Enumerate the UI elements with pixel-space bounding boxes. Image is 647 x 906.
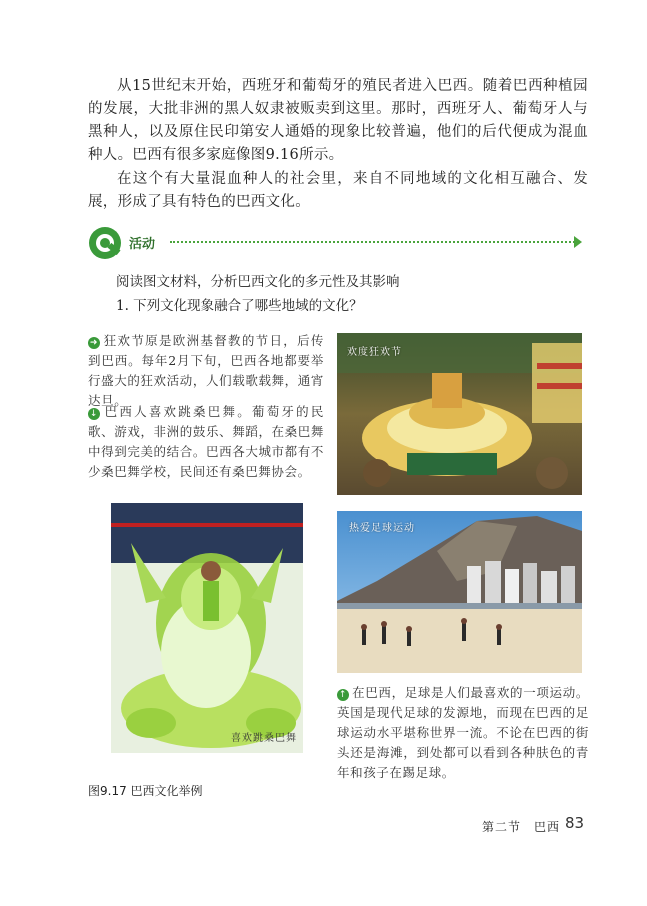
figure-caption: 图9.17 巴西文化举例: [88, 784, 203, 798]
arrow-down-bullet-icon: ↓: [89, 409, 99, 419]
football-photo-label: 热爱足球运动: [349, 523, 415, 534]
caption-carnival: [88, 331, 324, 411]
activity-question-1: 1. 下列文化现象融合了哪些地域的文化？: [116, 298, 363, 314]
page-number: 83: [565, 814, 585, 832]
activity-heading: 阅读图文材料，分析巴西文化的多元性及其影响: [116, 274, 400, 290]
samba-photo-label: 喜欢跳桑巴舞: [231, 733, 297, 744]
arrow-right-bullet-icon: ➜: [89, 338, 99, 348]
body-paragraph-1: 从15世纪末开始，西班牙和葡萄牙的殖民者进入巴西。随着巴西种植园的发展，大批非洲的黑人奴隶被贩卖到这里。那时，西班牙人、葡萄牙人与黑种人，以及原住民印第安人通婚的现象比较普遍，他们的后代便成为混血种人。巴西有很多家庭像图9.16所示。: [88, 78, 588, 163]
activity-label: 活动: [129, 237, 156, 252]
carnival-photo: [337, 333, 582, 495]
caption-samba-text: 巴西人喜欢跳桑巴舞。葡萄牙的民歌、游戏，非洲的鼓乐、舞蹈，在桑巴舞中得到完美的结合。巴西各大城市都有不少桑巴舞学校，民间还有桑巴舞协会。: [88, 404, 324, 479]
body-paragraph-2: 在这个有大量混血种人的社会里，来自不同地域的文化相互融合、发展，形成了具有特色的巴西文化。: [88, 171, 588, 210]
football-photo: [337, 511, 582, 673]
caption-football: [337, 683, 589, 783]
samba-photo: [111, 503, 303, 753]
caption-samba: [88, 402, 324, 482]
arrow-right-icon: [574, 236, 582, 248]
activity-icon: [88, 226, 122, 260]
caption-football-text: 在巴西，足球是人们最喜欢的一项运动。英国是现代足球的发源地，而现在巴西的足球运动水平堪称世界一流。不论在巴西的街头还是海滩，到处都可以看到各种肤色的青年和孩子在踢足球。: [337, 685, 589, 780]
footer-section-title: 第二节 巴西: [482, 820, 561, 834]
carnival-photo-label: 欢度狂欢节: [347, 347, 402, 358]
arrow-up-bullet-icon: ↑: [338, 690, 348, 700]
caption-carnival-text: 狂欢节原是欧洲基督教的节日，后传到巴西。每年2月下旬，巴西各地都要举行盛大的狂欢活动，人们载歌载舞，通宵达旦。: [88, 333, 324, 408]
activity-divider: [170, 241, 578, 243]
